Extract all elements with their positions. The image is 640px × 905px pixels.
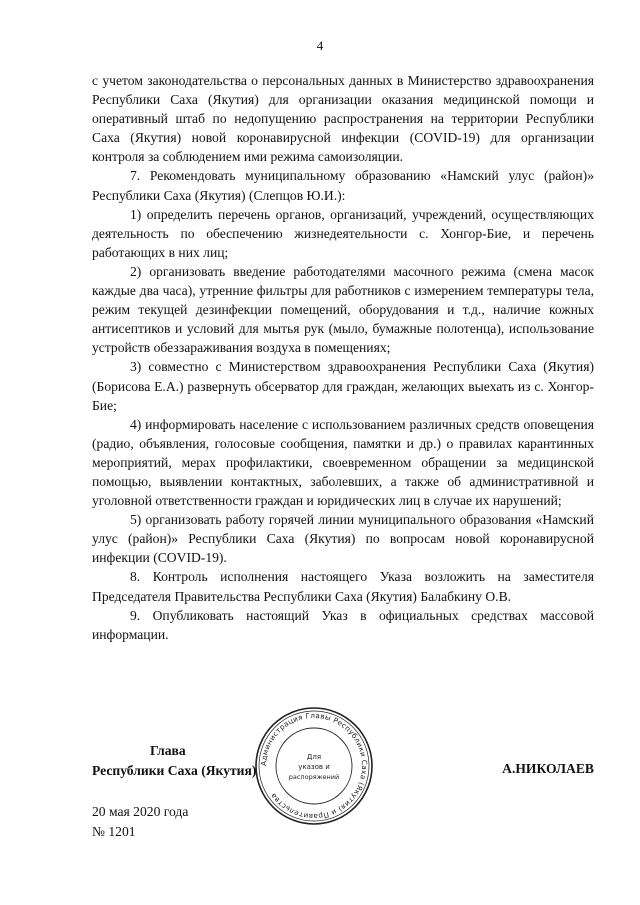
seal-ring-text: Администрация Главы Республики Саха (Якутия) и Правительства bbox=[258, 710, 370, 822]
official-seal bbox=[252, 704, 376, 828]
signature-title bbox=[92, 741, 262, 781]
document-date: 20 мая 2020 года bbox=[92, 804, 189, 819]
paragraph-subitem-2: 2) организовать введение работодателями масочного режима (смена масок каждые два часа), утренние фильтры для работников с измерением температуры тела, режим текущей дезинфекции помещений, оборудования и т.д., наличие кожных антисептиков и условий для мытья рук (мыло, бумажные полотенца), использование устройств обеззараживания воздуха в помещениях; bbox=[92, 263, 594, 356]
paragraph-subitem-3: 3) совместно с Министерством здравоохранения Республики Саха (Якутия) (Борисова Е.А.) развернуть обсерватор для граждан, желающих выехать из с. Хонгор-Бие; bbox=[92, 359, 594, 413]
paragraph-item-9: 9. Опубликовать настоящий Указ в официальных средствах массовой информации. bbox=[92, 607, 594, 642]
paragraph-subitem-5: 5) организовать работу горячей линии муниципального образования «Намский улус (район)» Республики Саха (Якутия) по вопросам новой коронавирусной инфекции (COVID-19). bbox=[92, 512, 594, 566]
signature-title-line1: Глава bbox=[150, 743, 186, 758]
signatory-name: А.НИКОЛАЕВ bbox=[502, 761, 594, 776]
signature-title-line2: Республики Саха (Якутия) bbox=[92, 763, 257, 778]
seal-center-line3: распоряжений bbox=[288, 773, 340, 781]
page-number: 4 bbox=[316, 38, 324, 53]
seal-center-line1: Для bbox=[306, 753, 322, 761]
document-date-block bbox=[92, 802, 188, 842]
seal-center-line2: указов и bbox=[298, 763, 330, 771]
document-body bbox=[92, 71, 594, 644]
paragraph-item-7: 7. Рекомендовать муниципальному образованию «Намский улус (район)» Республики Саха (Якутия) (Слепцов Ю.И.): bbox=[92, 168, 594, 203]
paragraph-subitem-4: 4) информировать население с использованием различных средств оповещения (радио, объявления, голосовые сообщения, памятки и др.) о правилах карантинных мероприятий, мерах профилактики, своевременном обращении за медицинской помощью, выявлении контактных, заболевших, а также об административной и уголовной ответственности граждан и юридических лиц в случае их нарушений; bbox=[92, 416, 594, 509]
paragraph-subitem-1: 1) определить перечень органов, организаций, учреждений, осуществляющих деятельность по обеспечению жизнедеятельности с. Хонгор-Бие, и перечень работающих в них лиц; bbox=[92, 206, 594, 260]
paragraph-continuation: с учетом законодательства о персональных данных в Министерство здравоохранения Республики Саха (Якутия) для организации оказания медицинской помощи и оперативный штаб по недопущению распространения на территории Республики Саха (Якутия) новой коронавирусной инфекции (COVID-19) для организации контроля за соблюдением ими режима самоизоляции. bbox=[92, 73, 594, 165]
paragraph-item-8: 8. Контроль исполнения настоящего Указа возложить на заместителя Председателя Правительства Республики Саха (Якутия) Балабкину О.В. bbox=[92, 569, 594, 604]
document-number: № 1201 bbox=[92, 824, 136, 839]
